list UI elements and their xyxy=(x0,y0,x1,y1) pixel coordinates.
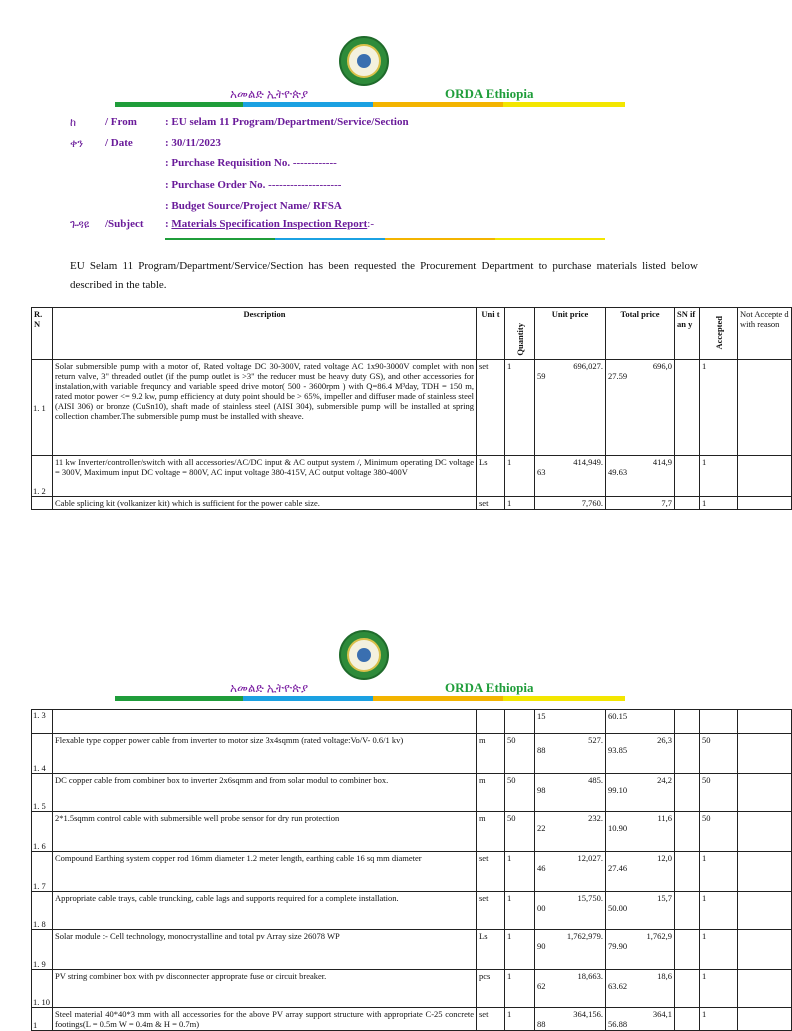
table-row xyxy=(32,812,792,852)
table-row xyxy=(32,497,792,510)
unit-price-cents: 59 xyxy=(537,371,546,381)
accepted-count: 1 xyxy=(700,456,738,497)
org-name: ORDA Ethiopia xyxy=(445,86,534,101)
total-price-main: 11,6 xyxy=(657,813,672,823)
accepted-count: 1 xyxy=(700,497,738,510)
item-unit: Ls xyxy=(477,930,505,970)
total-price xyxy=(606,497,675,510)
date-value: : 30/11/2023 xyxy=(165,137,221,149)
table-row xyxy=(32,892,792,930)
total-price-main: 364,1 xyxy=(652,1009,672,1019)
total-price-cents: 27.46 xyxy=(608,863,628,873)
accepted-count: 1 xyxy=(700,892,738,930)
col-total-price: Total price xyxy=(606,308,675,360)
total-price-main: 7,7 xyxy=(661,498,672,508)
serial-number xyxy=(675,734,700,774)
budget-source: : Budget Source/Project Name/ RFSA xyxy=(165,200,342,212)
total-price-main: 1,762,9 xyxy=(646,931,672,941)
unit-price-main: 485. xyxy=(588,775,603,785)
materials-table-page2 xyxy=(31,709,792,1031)
col-accepted: Accepted xyxy=(700,308,738,360)
total-price-cents: 56.88 xyxy=(608,1019,628,1029)
unit-price xyxy=(535,812,606,852)
unit-price xyxy=(535,1008,606,1031)
unit-price-cents: 88 xyxy=(537,1019,546,1029)
subject-amharic: ጉዳዩ xyxy=(70,219,90,231)
total-price xyxy=(606,456,675,497)
total-price-cents: 50.00 xyxy=(608,903,628,913)
total-price-cents: 63.62 xyxy=(608,981,628,991)
total-price-main: 15,7 xyxy=(657,893,672,903)
unit-price xyxy=(535,710,606,734)
row-number: 1. 9 xyxy=(32,930,53,970)
org-name-amharic: አመልድ ኢትዮጵያ xyxy=(230,87,309,101)
total-price xyxy=(606,360,675,456)
item-unit: pcs xyxy=(477,970,505,1008)
item-description: Appropriate cable trays, cable truncking, cable lags and supports required for a complete installation. xyxy=(53,892,477,930)
item-quantity: 1 xyxy=(505,892,535,930)
table-row xyxy=(32,774,792,812)
table-row xyxy=(32,970,792,1008)
total-price xyxy=(606,812,675,852)
table-row xyxy=(32,930,792,970)
total-price-main: 414,9 xyxy=(652,457,672,467)
bar-segment-yellow xyxy=(503,102,625,107)
item-description: 2*1.5sqmm control cable with submersible well probe sensor for dry run protection xyxy=(53,812,477,852)
col-unit-price: Unit price xyxy=(535,308,606,360)
accepted-count: 50 xyxy=(700,812,738,852)
date-amharic: ቀን xyxy=(70,138,84,150)
serial-number xyxy=(675,930,700,970)
serial-number xyxy=(675,710,700,734)
not-accepted-reason xyxy=(738,812,792,852)
item-quantity: 1 xyxy=(505,456,535,497)
serial-number xyxy=(675,456,700,497)
unit-price-main: 696,027. xyxy=(573,361,603,371)
from-amharic: ከ xyxy=(70,117,77,129)
total-price xyxy=(606,970,675,1008)
serial-number xyxy=(675,774,700,812)
unit-price-main: 232. xyxy=(588,813,603,823)
bar-segment-orange xyxy=(385,238,495,240)
bar-segment-yellow xyxy=(503,696,625,701)
serial-number xyxy=(675,497,700,510)
unit-price-cents: 00 xyxy=(537,903,546,913)
from-value: : EU selam 11 Program/Department/Service/Section xyxy=(165,116,409,128)
total-price xyxy=(606,734,675,774)
unit-price-cents: 88 xyxy=(537,745,546,755)
unit-price-main: 527. xyxy=(588,735,603,745)
total-price-main: 24,2 xyxy=(657,775,672,785)
table-row xyxy=(32,456,792,497)
row-number: 1. 5 xyxy=(32,774,53,812)
item-quantity: 50 xyxy=(505,734,535,774)
not-accepted-reason xyxy=(738,456,792,497)
bar-segment-blue xyxy=(275,238,385,240)
total-price-cents: 49.63 xyxy=(608,467,628,477)
org-name-amharic: አመልድ ኢትዮጵያ xyxy=(230,681,309,695)
total-price xyxy=(606,852,675,892)
bar-segment-green xyxy=(115,102,243,107)
header-color-bar xyxy=(115,102,625,107)
not-accepted-reason xyxy=(738,892,792,930)
accepted-count: 1 xyxy=(700,360,738,456)
item-description: Solar submersible pump with a motor of, Rated voltage DC 30-300V, rated voltage AC 1x90-3000V complet with non return valve, 3" threaded outlet (if the pump outlet is >3" the reducer must be heavy duty GS), and other accessories for instalation,with variable frequncy and variable speed drive motor( 500 - 3600rpm ) with Q=86.4 M³day, TDH = 150 m, rated motor power <= 9.2 kw, pump efficiency at duty point should be > 65%, impeller and diffuser made of stainless steel (AISI 306) or bronze (CuSn10), shaft made of stainless steel (AISI 304), submersible pump will be installed at spring collection chamber.The submersible pump must be installed with sheave. xyxy=(53,360,477,456)
bar-segment-green xyxy=(165,238,275,240)
date-label: / Date xyxy=(105,137,133,149)
row-number xyxy=(32,497,53,510)
bar-segment-orange xyxy=(373,696,503,701)
col-quantity: Quantity xyxy=(505,308,535,360)
item-description: Flexable type copper power cable from inverter to motor size 3x4sqmm (rated voltage:Vo/V- 0.6/1 kv) xyxy=(53,734,477,774)
item-description: Solar module :- Cell technology, monocrystalline and total pv Array size 26078 WP xyxy=(53,930,477,970)
total-price-cents: 10.90 xyxy=(608,823,628,833)
row-number: 1. 2 xyxy=(32,456,53,497)
accepted-count: 1 xyxy=(700,1008,738,1031)
from-label: / From xyxy=(105,116,137,128)
intro-paragraph: EU Selam 11 Program/Department/Service/Section has been requested the Procurement Department to purchase materials listed below described in the table. xyxy=(70,260,698,291)
item-description: 11 kw Inverter/controller/switch with all accessories/AC/DC input & AC output system /, Minimum operating DC voltage = 300V, Maximum input DC voltage = 800V, AC input voltage 380-415V, AC output voltage 380-400V xyxy=(53,456,477,497)
orda-logo xyxy=(339,36,389,86)
subject-label: /Subject xyxy=(105,218,144,230)
unit-price-cents: 15 xyxy=(537,711,546,721)
not-accepted-reason xyxy=(738,710,792,734)
item-unit: Ls xyxy=(477,456,505,497)
item-description: Compound Earthing system copper rod 16mm diameter 1.2 meter length, earthing cable 16 sq mm diameter xyxy=(53,852,477,892)
total-price-main: 18,6 xyxy=(657,971,672,981)
item-description: PV string combiner box with pv disconnecter approprate fuse or circuit breaker. xyxy=(53,970,477,1008)
total-price-main: 696,0 xyxy=(652,361,672,371)
total-price-main: 12,0 xyxy=(657,853,672,863)
col-not-accepted: Not Accepte d with reason xyxy=(738,308,792,360)
unit-price-main: 7,760. xyxy=(581,498,603,508)
item-unit: set xyxy=(477,892,505,930)
accepted-count: 50 xyxy=(700,734,738,774)
total-price-main: 26,3 xyxy=(657,735,672,745)
item-description: Steel material 40*40*3 mm with all accessories for the above PV array support structure with appropriate C-25 concrete footings(L = 0.5m W = 0.4m & H = 0.7m) xyxy=(53,1008,477,1031)
bar-segment-blue xyxy=(243,696,373,701)
table-row xyxy=(32,1008,792,1031)
unit-price xyxy=(535,774,606,812)
total-price xyxy=(606,710,675,734)
accepted-count xyxy=(700,710,738,734)
org-name: ORDA Ethiopia xyxy=(445,680,534,695)
item-quantity: 1 xyxy=(505,1008,535,1031)
serial-number xyxy=(675,852,700,892)
row-number: 1. 6 xyxy=(32,812,53,852)
total-price-cents: 79.90 xyxy=(608,941,628,951)
unit-price-cents: 63 xyxy=(537,467,546,477)
not-accepted-reason xyxy=(738,970,792,1008)
total-price-cents: 93.85 xyxy=(608,745,628,755)
row-number: 1. 8 xyxy=(32,892,53,930)
bar-segment-yellow xyxy=(495,238,605,240)
unit-price xyxy=(535,734,606,774)
item-quantity: 50 xyxy=(505,812,535,852)
unit-price-main: 15,750. xyxy=(577,893,603,903)
not-accepted-reason xyxy=(738,774,792,812)
serial-number xyxy=(675,1008,700,1031)
total-price-cents: 27.59 xyxy=(608,371,628,381)
unit-price xyxy=(535,360,606,456)
item-unit: m xyxy=(477,734,505,774)
table-row xyxy=(32,360,792,456)
item-quantity: 50 xyxy=(505,774,535,812)
item-unit: set xyxy=(477,852,505,892)
orda-logo xyxy=(339,630,389,680)
row-number: 1. 4 xyxy=(32,734,53,774)
total-price-cents: 99.10 xyxy=(608,785,628,795)
table-row xyxy=(32,852,792,892)
row-number: 1. 3 xyxy=(32,710,53,734)
item-quantity xyxy=(505,710,535,734)
materials-table-page1 xyxy=(31,307,792,510)
unit-price-cents: 22 xyxy=(537,823,546,833)
accepted-count: 1 xyxy=(700,970,738,1008)
item-quantity: 1 xyxy=(505,930,535,970)
not-accepted-reason xyxy=(738,1008,792,1031)
not-accepted-reason xyxy=(738,852,792,892)
item-quantity: 1 xyxy=(505,852,535,892)
item-quantity: 1 xyxy=(505,970,535,1008)
item-unit xyxy=(477,710,505,734)
accepted-count: 1 xyxy=(700,930,738,970)
col-unit: Uni t xyxy=(477,308,505,360)
bar-segment-orange xyxy=(373,102,503,107)
item-description: Cable splicing kit (volkanizer kit) which is sufficient for the power cable size. xyxy=(53,497,477,510)
unit-price-cents: 62 xyxy=(537,981,546,991)
bar-segment-blue xyxy=(243,102,373,107)
unit-price xyxy=(535,497,606,510)
col-rn: R. N xyxy=(32,308,53,360)
row-number: 1. 1 xyxy=(32,360,53,456)
table-header-row xyxy=(32,308,792,360)
not-accepted-reason xyxy=(738,497,792,510)
unit-price-main: 414,949. xyxy=(573,457,603,467)
total-price xyxy=(606,774,675,812)
subject-underline xyxy=(165,238,605,240)
total-price xyxy=(606,1008,675,1031)
unit-price-cents: 46 xyxy=(537,863,546,873)
row-number: 1. 10 xyxy=(32,970,53,1008)
unit-price xyxy=(535,852,606,892)
col-description: Description xyxy=(53,308,477,360)
unit-price xyxy=(535,892,606,930)
unit-price-cents: 90 xyxy=(537,941,546,951)
row-number: 1 xyxy=(32,1008,53,1031)
purchase-requisition: : Purchase Requisition No. ------------ xyxy=(165,157,337,169)
item-quantity: 1 xyxy=(505,360,535,456)
table-row xyxy=(32,734,792,774)
unit-price-main: 18,663. xyxy=(577,971,603,981)
item-unit: set xyxy=(477,360,505,456)
serial-number xyxy=(675,360,700,456)
unit-price-main: 12,027. xyxy=(577,853,603,863)
bar-segment-green xyxy=(115,696,243,701)
serial-number xyxy=(675,970,700,1008)
unit-price-main: 1,762,979. xyxy=(566,931,603,941)
not-accepted-reason xyxy=(738,734,792,774)
purchase-order: : Purchase Order No. -------------------- xyxy=(165,179,342,191)
unit-price-cents: 98 xyxy=(537,785,546,795)
unit-price-main: 364,156. xyxy=(573,1009,603,1019)
total-price xyxy=(606,930,675,970)
not-accepted-reason xyxy=(738,930,792,970)
item-description xyxy=(53,710,477,734)
table-row xyxy=(32,710,792,734)
item-description: DC copper cable from combiner box to inverter 2x6sqmm and from solar modul to combiner box. xyxy=(53,774,477,812)
unit-price xyxy=(535,456,606,497)
col-sn: SN if an y xyxy=(675,308,700,360)
item-unit: set xyxy=(477,497,505,510)
subject-value: : Materials Specification Inspection Report:- xyxy=(165,218,374,230)
accepted-count: 1 xyxy=(700,852,738,892)
unit-price xyxy=(535,970,606,1008)
serial-number xyxy=(675,892,700,930)
accepted-count: 50 xyxy=(700,774,738,812)
total-price xyxy=(606,892,675,930)
item-unit: m xyxy=(477,812,505,852)
item-unit: m xyxy=(477,774,505,812)
row-number: 1. 7 xyxy=(32,852,53,892)
total-price-cents: 60.15 xyxy=(608,711,628,721)
unit-price xyxy=(535,930,606,970)
item-quantity: 1 xyxy=(505,497,535,510)
serial-number xyxy=(675,812,700,852)
header-color-bar xyxy=(115,696,625,701)
item-unit: set xyxy=(477,1008,505,1031)
not-accepted-reason xyxy=(738,360,792,456)
